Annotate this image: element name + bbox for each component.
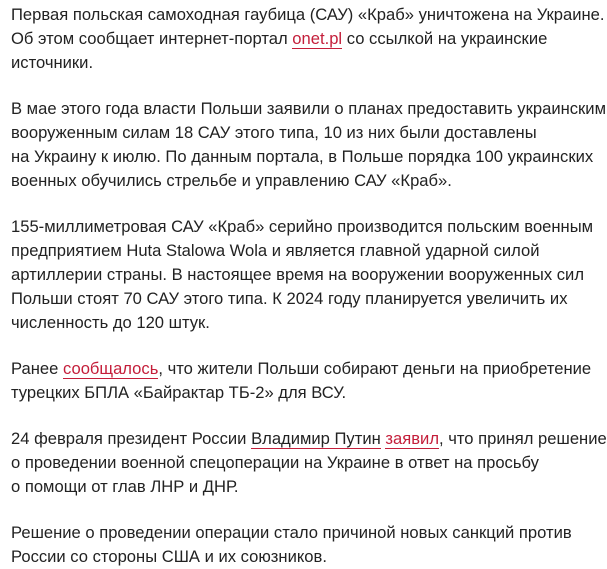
paragraph-4-line-1: [11, 357, 607, 381]
paragraph-4: [11, 357, 607, 405]
paragraph-1-line-1: Первая польская самоходная гаубица (САУ) «Краб» уничтожена на Украине.: [11, 5, 605, 24]
paragraph-1-line-2: [11, 27, 607, 51]
paragraph-1: [11, 3, 607, 75]
paragraph-1-line-3: источники.: [11, 53, 94, 72]
paragraph-1-line-2-text-after: со ссылкой на украинские: [342, 29, 548, 48]
paragraph-2-line-1: В мае этого года власти Польши заявили о планах предоставить украинским: [11, 99, 606, 118]
paragraph-5-line-2: о проведении военной спецоперации на Украине в ответ на просьбу: [11, 453, 539, 472]
paragraph-6: [11, 521, 607, 569]
paragraph-4-line-1-text-after: , что жители Польши собирают деньги на приобретение: [158, 359, 592, 378]
paragraph-3: [11, 215, 607, 335]
putin-person-link[interactable]: Владимир Путин: [251, 429, 381, 448]
paragraph-2-line-3: на Украину к июлю. По данным портала, в Польше порядка 100 украинских: [11, 147, 594, 166]
paragraph-5-line-1: [11, 427, 607, 451]
paragraph-3-line-2: предприятием Huta Stalowa Wola и является главной ударной силой: [11, 241, 540, 260]
paragraph-2-line-4: военных обучились стрельбе и управлению САУ «Краб».: [11, 171, 452, 190]
paragraph-3-line-1: 155-миллиметровая САУ «Краб» серийно производится польским военным: [11, 217, 594, 236]
paragraph-3-line-4: Польши стоят 70 САУ этого типа. К 2024 году планируется увеличить их: [11, 289, 568, 308]
paragraph-3-line-5: численность до 120 штук.: [11, 313, 210, 332]
paragraph-5: [11, 427, 607, 499]
paragraph-5-line-1-text-after: , что принял решение: [439, 429, 607, 448]
paragraph-4-line-2: турецких БПЛА «Байрактар ТБ-2» для ВСУ.: [11, 383, 347, 402]
paragraph-5-line-3: о помощи от глав ЛНР и ДНР.: [11, 477, 239, 496]
paragraph-2-line-2: вооруженным силам 18 САУ этого типа, 10 из них были доставлены: [11, 123, 537, 142]
paragraph-2: [11, 97, 607, 193]
paragraph-6-line-2: России со стороны США и их союзников.: [11, 547, 327, 566]
paragraph-5-line-1-text-before: 24 февраля президент России: [11, 429, 252, 448]
announced-link[interactable]: заявил: [385, 429, 439, 448]
paragraph-4-line-1-text-before: Ранее: [11, 359, 63, 378]
paragraph-6-line-1: Решение о проведении операции стало причиной новых санкций против: [11, 523, 572, 542]
reported-link[interactable]: сообщалось: [62, 359, 159, 378]
onet-pl-link[interactable]: onet.pl: [292, 29, 343, 48]
paragraph-3-line-3: артиллерии страны. В настоящее время на вооружении вооруженных сил: [11, 265, 585, 284]
paragraph-1-line-2-text-before: Об этом сообщает интернет-портал: [11, 29, 293, 48]
